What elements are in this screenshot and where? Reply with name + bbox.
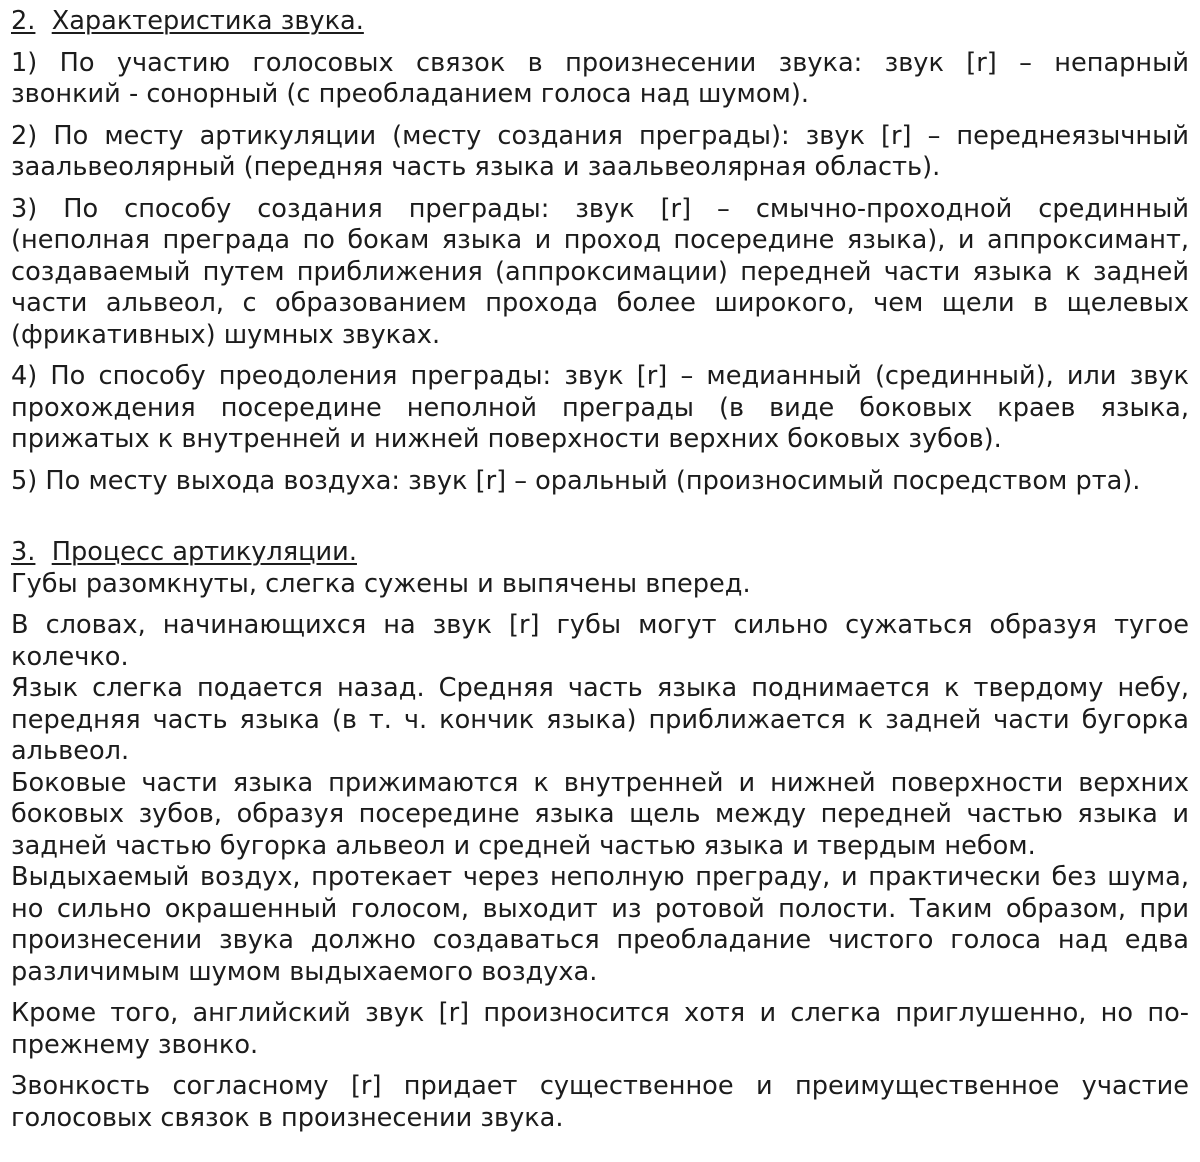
section-3-paragraph-4 — [11, 1071, 1189, 1134]
section-3-paragraph-1 — [11, 569, 1189, 601]
text-line: 5) По месту выхода воздуха: звук [r] – оральный (произносимый посредством рта). — [11, 465, 1141, 496]
text-line: 1) По участию голосовых связок в произнесении звука: звук [r] – непарный — [11, 47, 1189, 78]
text-line: прижатых к внутренней и нижней поверхности верхних боковых зубов). — [11, 424, 1002, 454]
text-line: Выдыхаемый воздух, протекает через неполную преграду, и практически без шума, — [11, 862, 1189, 892]
text-line: звонкий - сонорный (с преобладанием голоса над шумом). — [11, 79, 809, 109]
text-line: части альвеол, с образованием прохода более широкого, чем щели в щелевых — [11, 288, 1189, 318]
section-3-number: 3. — [11, 537, 36, 567]
section-2-heading — [11, 6, 1189, 38]
section-2-item-1 — [11, 48, 1189, 111]
text-line: Боковые части языка прижимаются к внутренней и нижней поверхности верхних — [11, 767, 1189, 798]
text-line: Кроме того, английский звук [r] произносится хотя и слегка приглушенно, но по- — [11, 998, 1189, 1028]
text-line: но сильно окрашенный голосом, выходит из ротовой полости. Таким образом, при — [11, 893, 1189, 924]
text-line: боковых зубов, образуя посередине языка щель между передней частью языка и — [11, 799, 1189, 829]
text-line: альвеол. — [11, 736, 130, 766]
text-line: создаваемый путем приближения (аппроксимации) передней части языка к задней — [11, 256, 1189, 287]
section-2-item-4 — [11, 361, 1189, 456]
text-line: произнесении звука должно создаваться преобладание чистого голоса над едва — [11, 925, 1189, 955]
text-line: Звонкость согласному [r] придает существенное и преимущественное участие — [11, 1071, 1189, 1101]
text-line: колечко. — [11, 641, 129, 672]
text-line: 2) По месту артикуляции (месту создания преграды): звук [r] – переднеязычный — [11, 120, 1189, 151]
text-line: 4) По способу преодоления преграды: звук [r] – медианный (срединный), или звук — [11, 361, 1189, 391]
text-line: различимым шумом выдыхаемого воздуха. — [11, 956, 598, 987]
text-line: передняя часть языка (в т. ч. кончик языка) приближается к задней части бугорка — [11, 704, 1189, 735]
text-line: Язык слегка подается назад. Средняя часть языка поднимается к твердому небу, — [11, 673, 1189, 703]
text-line: (фрикативных) шумных звуках. — [11, 319, 441, 350]
text-line: прежнему звонко. — [11, 1029, 259, 1060]
text-line: 3) По способу создания преграды: звук [r] – смычно-проходной срединный — [11, 193, 1189, 224]
section-3-paragraph-3 — [11, 998, 1189, 1061]
section-2-item-3 — [11, 194, 1189, 352]
section-2-number: 2. — [11, 6, 36, 36]
section-3-heading — [11, 537, 1189, 569]
text-line: задней частью бугорка альвеол и средней частью языка и твердым небом. — [11, 830, 1036, 861]
section-2-title: Характеристика звука. — [51, 6, 364, 36]
section-2-item-2 — [11, 121, 1189, 184]
section-3-title: Процесс артикуляции. — [51, 537, 357, 567]
text-line: прохождения посередине неполной преграды (в виде боковых краев языка, — [11, 392, 1189, 423]
section-3-paragraph-2 — [11, 610, 1189, 988]
text-line: (неполная преграда по бокам языка и проход посередине языка), и аппроксимант, — [11, 225, 1189, 255]
text-line: голосовых связок в произнесении звука. — [11, 1102, 564, 1133]
text-line: заальвеолярный (передняя часть языка и заальвеолярная область). — [11, 152, 941, 182]
text-line: Губы разомкнуты, слегка сужены и выпячены вперед. — [11, 568, 751, 599]
section-2-item-5 — [11, 466, 1189, 498]
document-page — [11, 6, 1189, 1134]
text-line: В словах, начинающихся на звук [r] губы могут сильно сужаться образуя тугое — [11, 610, 1189, 640]
